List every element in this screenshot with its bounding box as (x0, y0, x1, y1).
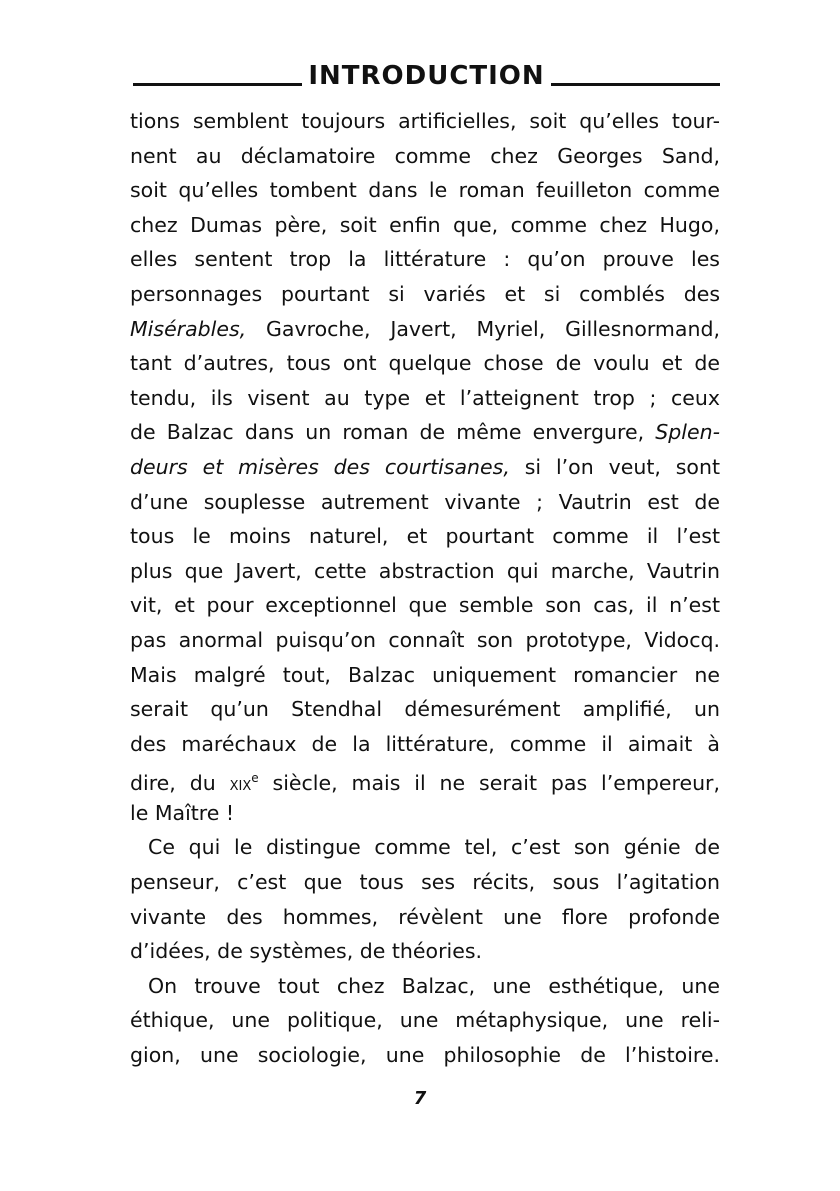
text-line: Mais malgré tout, Balzac uniquement romancier ne (130, 662, 720, 687)
text-line: tions semblent toujours artificielles, soit qu’elles tour- (130, 109, 720, 133)
text-line: On trouve tout chez Balzac, une esthétique, une (148, 973, 720, 998)
text-line: vivante des hommes, révèlent une flore profonde (130, 904, 720, 929)
text-line: plus que Javert, cette abstraction qui marche, Vautrin (130, 558, 720, 583)
text-line: d’idées, de systèmes, de théories. (130, 939, 483, 964)
text-line: elles sentent trop la littérature : qu’on prouve les (130, 247, 720, 272)
text-line: tous le moins naturel, et pourtant comme il l’est (130, 524, 720, 549)
text-segment: de Balzac dans un roman de même envergure, (130, 420, 656, 445)
text-line: tant d’autres, tous ont quelque chose de voulu et de (130, 351, 720, 376)
running-header (133, 58, 720, 94)
text-line: penseur, c’est que tous ses récits, sous l’agitation (130, 870, 720, 895)
text-segment: si l’on veut, sont (509, 454, 720, 479)
header-rule-left (133, 83, 302, 86)
page-number: 7 (413, 1088, 427, 1109)
text-segment: Gavroche, Javert, Myriel, Gillesnormand, (246, 316, 720, 341)
text-segment: siècle, mais il ne serait pas l’empereur, (258, 771, 721, 796)
text-line: d’une souplesse autrement vivante ; Vautrin est de (130, 489, 720, 514)
text-line: vit, et pour exceptionnel que semble son cas, il n’est (130, 593, 720, 618)
italic-title: Misérables, (130, 316, 247, 341)
text-line (130, 761, 720, 796)
header-title: INTRODUCTION (308, 61, 545, 91)
body-text (130, 104, 720, 1073)
text-line: des maréchaux de la littérature, comme il aimait à (130, 731, 720, 756)
text-line (130, 450, 720, 485)
italic-title: Splen- (655, 420, 720, 445)
text-line: le Maître ! (130, 800, 235, 825)
text-line: personnages pourtant si variés et si comblés des (130, 281, 720, 306)
text-line: serait qu’un Stendhal démesurément amplifié, un (130, 697, 720, 722)
text-line: Ce qui le distingue comme tel, c’est son génie de (148, 835, 720, 860)
superscript: e (251, 771, 259, 786)
text-line: tendu, ils visent au type et l’atteignent trop ; ceux (130, 385, 720, 410)
text-line: soit qu’elles tombent dans le roman feuilleton comme (130, 178, 720, 203)
text-line (130, 312, 720, 347)
text-line: éthique, une politique, une métaphysique, une reli- (130, 1008, 720, 1033)
text-segment: dire, du (130, 771, 230, 796)
text-line (130, 415, 720, 450)
century-numeral: xix (229, 773, 252, 796)
text-line: chez Dumas père, soit enfin que, comme chez Hugo, (130, 212, 720, 237)
text-line: nent au déclamatoire comme chez Georges Sand, (130, 143, 720, 168)
text-line: gion, une sociologie, une philosophie de l’histoire. (130, 1043, 720, 1068)
italic-title: deurs et misères des courtisanes, (130, 454, 510, 479)
text-line: pas anormal puisqu’on connaît son prototype, Vidocq. (130, 627, 720, 652)
header-rule-right (551, 83, 720, 86)
